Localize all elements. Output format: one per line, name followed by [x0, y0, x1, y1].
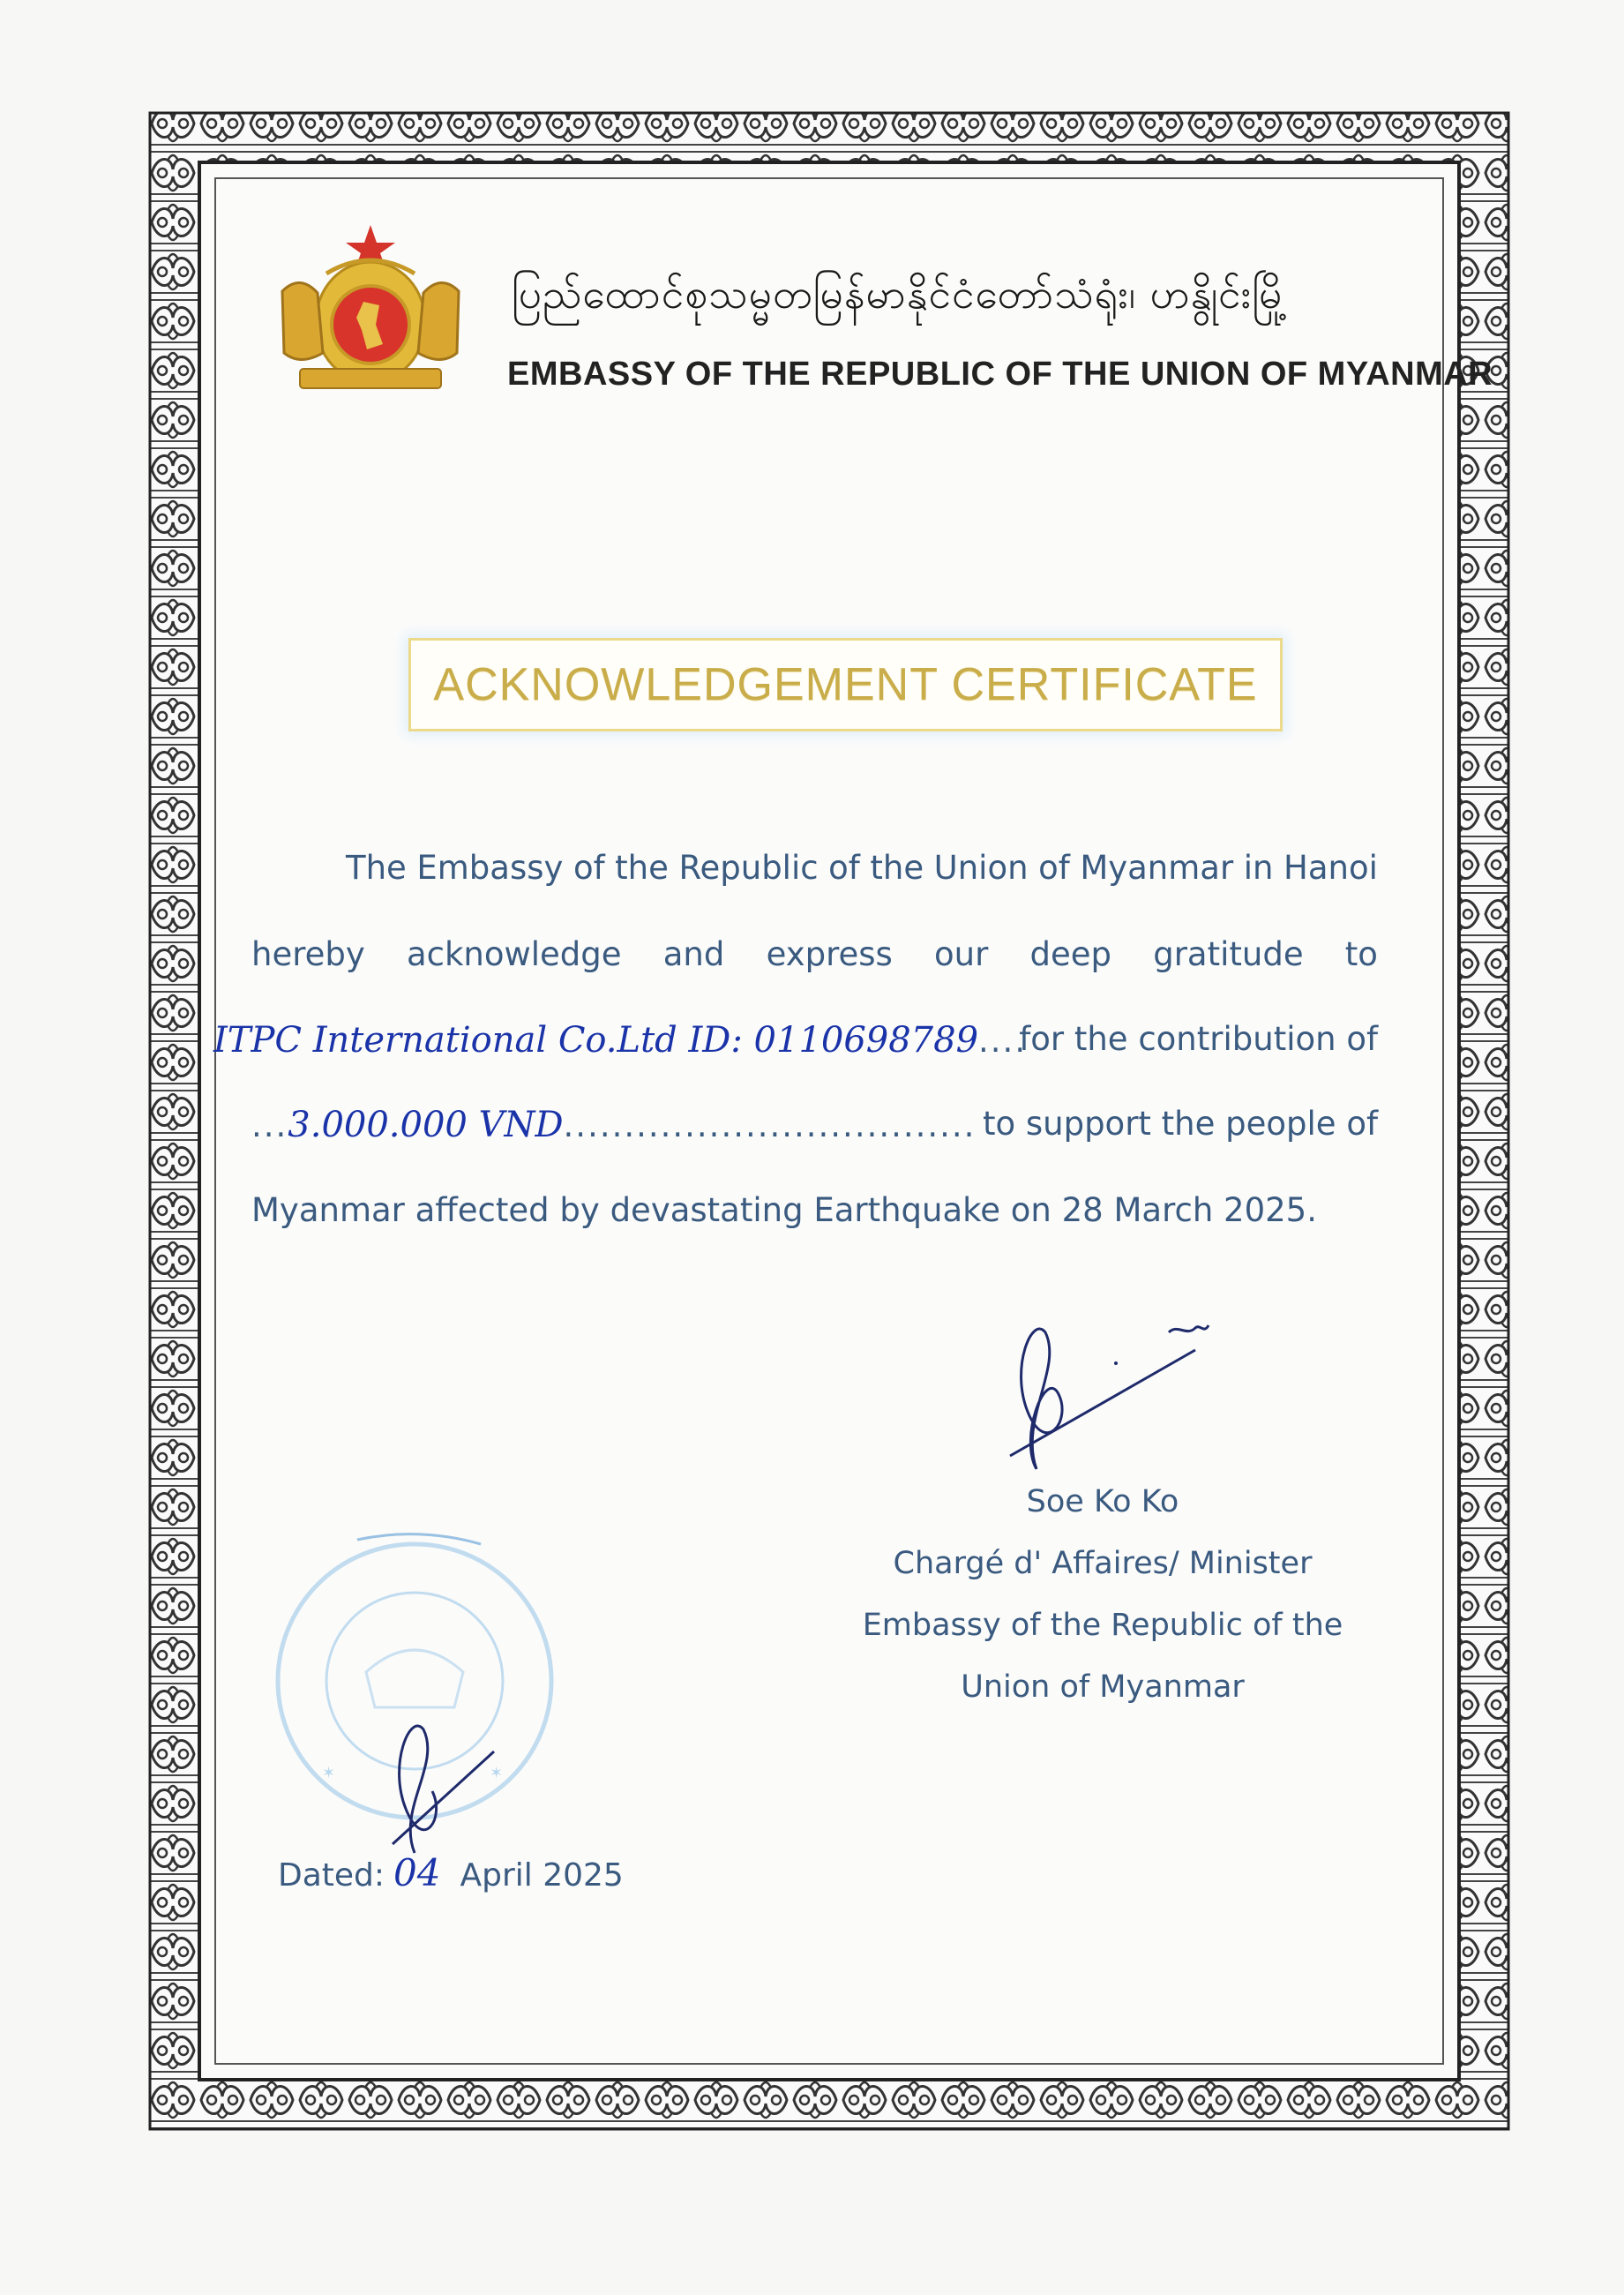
word: to [1344, 935, 1378, 973]
word: acknowledge [406, 935, 622, 973]
word: in [1243, 849, 1274, 887]
certificate-title: ACKNOWLEDGEMENT CERTIFICATE [433, 659, 1258, 710]
body-line-1 [346, 849, 1378, 887]
dotted-fill: .... [978, 1022, 1028, 1060]
embassy-title: EMBASSY OF THE REPUBLIC OF THE UNION OF MYANMAR [507, 356, 1493, 393]
word: gratitude [1153, 935, 1304, 973]
word: the [615, 849, 669, 887]
word: of [573, 849, 605, 887]
body-line-4 [251, 1105, 1378, 1145]
signature-image [984, 1315, 1213, 1482]
body-line-2 [251, 935, 1378, 973]
date-month-year: April 2025 [460, 1857, 624, 1894]
word: Embassy [416, 849, 564, 887]
date-label: Dated: [278, 1857, 385, 1894]
svg-text:✶: ✶ [322, 1764, 336, 1782]
word: express [766, 935, 893, 973]
signatory-org-line-1: Embassy of the Republic of the [862, 1608, 1343, 1643]
body-line-5: Myanmar affected by devastating Earthquake on 28 March 2025. [251, 1191, 1317, 1229]
body-line-3 [213, 1020, 1378, 1061]
word: Union [933, 849, 1029, 887]
amount-handwritten: 3.000.000 VND [288, 1105, 564, 1145]
myanmar-embassy-title: ပြည်ထောင်စုသမ္မတမြန်မာနိုင်ငံတော်သံရုံး၊ ဟနွိုင်းမြို့ [512, 270, 1290, 318]
word: our [934, 935, 989, 973]
word: of [1038, 849, 1070, 887]
signatory-org-line-2: Union of Myanmar [961, 1669, 1245, 1705]
svg-text:✶: ✶ [490, 1764, 504, 1782]
signatory-title: Chargé d' Affaires/ Minister [893, 1546, 1313, 1581]
date-line [278, 1851, 624, 1894]
signatory-name: Soe Ko Ko [1026, 1484, 1179, 1519]
certificate-title-box [408, 638, 1283, 731]
word: of [828, 849, 860, 887]
word: deep [1029, 935, 1112, 973]
word: and [662, 935, 725, 973]
support-text: to support the people of [982, 1105, 1378, 1143]
state-emblem [265, 221, 476, 397]
word: Myanmar [1080, 849, 1234, 887]
word: The [346, 849, 407, 887]
date-day-handwritten: 04 [393, 1851, 441, 1894]
word: Hanoi [1283, 849, 1378, 887]
word: Republic [678, 849, 819, 887]
word: the [870, 849, 924, 887]
dotted-fill: ... [251, 1106, 288, 1144]
recipient-handwritten: ITPC International Co.Ltd ID: 0110698789 [213, 1020, 979, 1061]
seal-signature-image [344, 1712, 520, 1862]
word: hereby [251, 935, 365, 973]
contribution-text: for the contribution of [1019, 1020, 1378, 1058]
dotted-fill: .................................. [563, 1106, 977, 1144]
